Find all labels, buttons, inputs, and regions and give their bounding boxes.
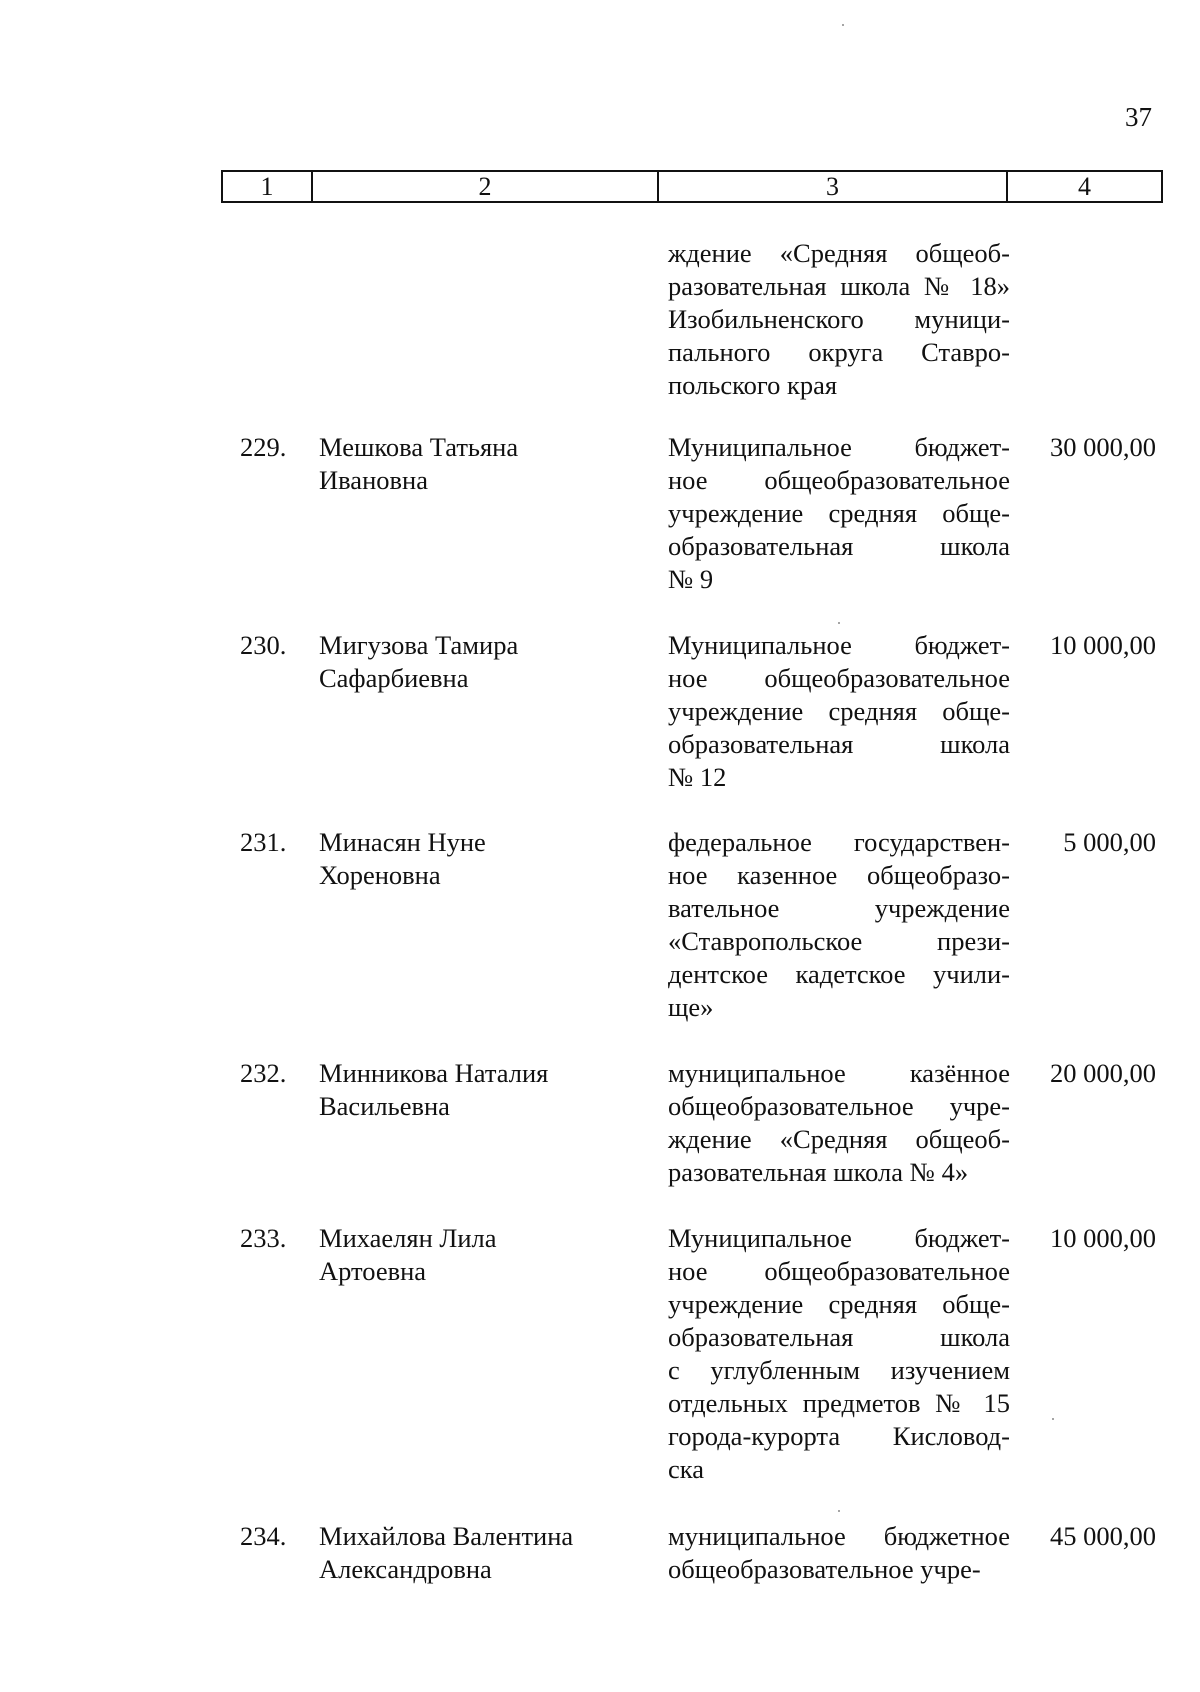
organization-line: ска (668, 1454, 704, 1484)
row-number: 234. (240, 1521, 287, 1551)
organization-line: ное казенное общеобразо- (668, 860, 1010, 890)
name-line: Ивановна (319, 465, 428, 495)
column-header-1: 1 (223, 172, 313, 201)
organization-line: с углубленным изучением (668, 1355, 1010, 1385)
recipient-name (319, 629, 649, 695)
name-line: Мигузова Тамира (319, 630, 519, 660)
organization-cell (668, 431, 1010, 596)
name-line: Минникова Наталия (319, 1058, 549, 1088)
organization-line: ное общеобразовательное (668, 465, 1010, 495)
organization-cell (668, 826, 1010, 1024)
column-header-4: 4 (1078, 171, 1091, 201)
organization-line: федеральное государствен- (668, 827, 1010, 857)
organization-cell (668, 1222, 1010, 1486)
organization-line: образовательная школа (668, 729, 1010, 759)
column-header-2: 2 (313, 172, 659, 201)
amount-cell: 45 000,00 (1050, 1521, 1156, 1551)
organization-line: образовательная школа (668, 531, 1010, 561)
recipient-name (319, 826, 649, 892)
name-line: Артоевна (319, 1256, 427, 1286)
name-line: Васильевна (319, 1091, 450, 1121)
recipient-name (319, 1520, 649, 1586)
organization-line: муниципальное казённое (668, 1058, 1010, 1088)
organization-cell (668, 1057, 1010, 1189)
row-number: 230. (240, 630, 287, 660)
amount-cell: 30 000,00 (1050, 432, 1156, 462)
page-number: 37 (1125, 102, 1152, 132)
organization-line: № 12 (668, 762, 727, 792)
recipient-name (319, 1222, 649, 1288)
recipient-name (319, 1057, 649, 1123)
organization-line: пального округа Ставро- (668, 337, 1010, 367)
row-number: 229. (240, 432, 287, 462)
organization-line: разовательная школа № 4» (668, 1157, 969, 1187)
organization-line: образовательная школа (668, 1322, 1010, 1352)
organization-line: «Ставропольское прези- (668, 926, 1010, 956)
organization-line: Муниципальное бюджет- (668, 630, 1010, 660)
amount-cell: 5 000,00 (1063, 827, 1156, 857)
organization-line: общеобразовательное учре- (668, 1554, 981, 1584)
column-header-3: 3 (659, 172, 1008, 201)
scan-speck (1052, 1418, 1054, 1420)
organization-line: вательное учреждение (668, 893, 1010, 923)
organization-line: отдельных предметов № 15 (668, 1388, 1010, 1418)
organization-line: учреждение средняя обще- (668, 1289, 1010, 1319)
name-line: Мешкова Татьяна (319, 432, 519, 462)
organization-line: Муниципальное бюджет- (668, 1223, 1010, 1253)
column-header-row (221, 170, 1163, 203)
organization-line: общеобразовательное учре- (668, 1091, 1010, 1121)
amount-cell: 10 000,00 (1050, 1223, 1156, 1253)
organization-line: муниципальное бюджетное (668, 1521, 1010, 1551)
name-line: Александровна (319, 1554, 492, 1584)
row-number: 233. (240, 1223, 287, 1253)
organization-line: учреждение средняя обще- (668, 498, 1010, 528)
amount-cell: 10 000,00 (1050, 630, 1156, 660)
organization-line: Муниципальное бюджет- (668, 432, 1010, 462)
name-line: Хореновна (319, 860, 441, 890)
organization-cell (668, 629, 1010, 794)
organization-cell (668, 237, 1010, 402)
name-line: Михайлова Валентина (319, 1521, 574, 1551)
row-number: 232. (240, 1058, 287, 1088)
organization-line: ное общеобразовательное (668, 1256, 1010, 1286)
organization-line: города-курорта Кисловод- (668, 1421, 1010, 1451)
organization-line: разовательная школа № 18» (668, 271, 1010, 301)
amount-cell: 20 000,00 (1050, 1058, 1156, 1088)
scan-speck (842, 24, 844, 26)
organization-cell (668, 1520, 1010, 1586)
recipient-name (319, 431, 649, 497)
organization-line: учреждение средняя обще- (668, 696, 1010, 726)
organization-line: дентское кадетское учили- (668, 959, 1010, 989)
row-number: 231. (240, 827, 287, 857)
organization-line: польского края (668, 370, 838, 400)
name-line: Минасян Нуне (319, 827, 486, 857)
organization-line: ждение «Средняя общеоб- (668, 238, 1010, 268)
name-line: Михаелян Лила (319, 1223, 497, 1253)
scan-speck (838, 622, 840, 624)
organization-line: ждение «Средняя общеоб- (668, 1124, 1010, 1154)
organization-line: № 9 (668, 564, 714, 594)
organization-line: Изобильненского муници- (668, 304, 1010, 334)
name-line: Сафарбиевна (319, 663, 469, 693)
scan-speck (838, 1510, 840, 1512)
organization-line: ще» (668, 992, 714, 1022)
organization-line: ное общеобразовательное (668, 663, 1010, 693)
